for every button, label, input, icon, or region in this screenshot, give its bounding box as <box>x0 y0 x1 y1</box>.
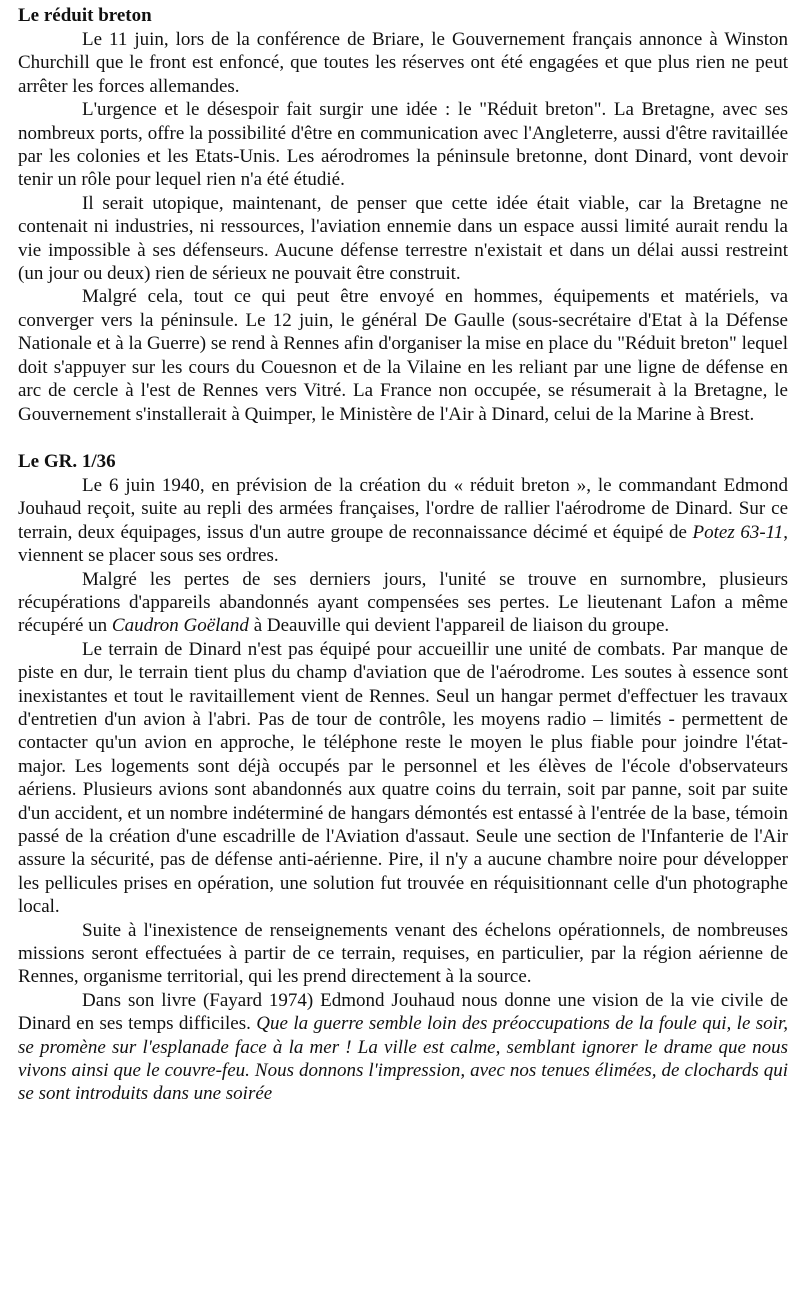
quotation: Que la guerre semble loin des préoccupations de la foule qui, le soir, se promène sur l'esplanade face à la mer ! La ville est calme, semblant ignorer le drame que nous vivons ainsi que le couvre-feu. Nous donnons l'impression, avec nos tenues élimées, de clochards qui se sont introduits dans une soirée <box>18 1013 788 1105</box>
aircraft-name: Potez 63-11 <box>692 521 784 543</box>
paragraph: Le 11 juin, lors de la conférence de Briare, le Gouvernement français annonce à Winston Churchill que le front est enfoncé, que toutes les réserves ont été engagées et que plus rien ne peut arrêter les forces allemandes. <box>18 29 788 97</box>
section-heading-reduit-breton: Le réduit breton <box>18 5 152 26</box>
paragraph: Il serait utopique, maintenant, de penser que cette idée était viable, car la Bretagne ne contenait ni industries, ni ressources, l'aviation ennemie dans un espace aussi limité aurait rendu la vie impossible à ses défenseurs. Aucune défense terrestre n'existait et dans un délai aussi restreint (un jour ou deux) rien de sérieux ne pouvait être construit. <box>18 192 788 285</box>
document-page <box>18 4 788 1106</box>
paragraph <box>18 989 788 1106</box>
text-run: Dans son livre (Fayard 1974) Edmond Jouhaud nous donne une vision de la vie civile de Dinard en ses temps difficiles. <box>18 989 788 1035</box>
paragraph <box>18 568 788 638</box>
text-run: Le 6 juin 1940, en prévision de la création du « réduit breton », le commandant Edmond Jouhaud reçoit, suite au repli des armées françaises, l'ordre de rallier l'aérodrome de Dinard. Sur ce terrain, deux équipages, issus d'un autre groupe de reconnaissance décimé et équipé de <box>18 474 788 543</box>
aircraft-name: Caudron Goëland <box>111 615 249 637</box>
paragraph: L'urgence et le désespoir fait surgir une idée : le "Réduit breton". La Bretagne, avec ses nombreux ports, offre la possibilité d'être en communication avec l'Angleterre, aussi d'être ravitaillée par les colonies et les Etats-Unis. Les aérodromes la péninsule bretonne, dont Dinard, vont devoir tenir un rôle pour lequel rien n'a été étudié. <box>18 99 788 191</box>
paragraph: Suite à l'inexistence de renseignements venant des échelons opérationnels, de nombreuses missions seront effectuées à partir de ce terrain, requises, en particulier, par la région aérienne de Rennes, organisme territorial, qui les prend directement à la source. <box>18 919 788 988</box>
text-run: Malgré les pertes de ses derniers jours, l'unité se trouve en surnombre, plusieurs récupérations d'appareils abandonnés ayant compensées ses pertes. Le lieutenant Lafon a même récupéré un <box>18 568 788 637</box>
section-heading-gr-1-36: Le GR. 1/36 <box>18 450 116 472</box>
text-run: à Deauville qui devient l'appareil de liaison du groupe. <box>248 615 670 637</box>
paragraph <box>18 474 788 568</box>
paragraph: Malgré cela, tout ce qui peut être envoyé en hommes, équipements et matériels, va converger vers la péninsule. Le 12 juin, le général De Gaulle (sous-secrétaire d'Etat à la Défense Nationale et à la Guerre) se rend à Rennes afin d'organiser la mise en place du "Réduit breton" lequel doit s'appuyer sur les cours du Couesnon et de la Vilaine en les reliant par une ligne de défense en arc de cercle à l'est de Rennes vers Vitré. La France non occupée, se résumerait à la Bretagne, le Gouvernement s'installerait à Quimper, le Ministère de l'Air à Dinard, celui de la Marine à Brest. <box>18 286 788 425</box>
text-run: , viennent se placer sous ses ordres. <box>18 521 788 567</box>
paragraph: Le terrain de Dinard n'est pas équipé pour accueillir une unité de combats. Par manque de piste en dur, le terrain tient plus du champ d'aviation que de l'aérodrome. Les soutes à essence sont inexistantes et tout le ravitaillement vient de Rennes. Seul un hangar permet d'effectuer les travaux d'entretien d'un avion à l'abri. Pas de tour de contrôle, les moyens radio – limités - permettent de contacter qu'un avion en approche, le téléphone reste le moyen le plus fiable pour joindre l'état-major. Les logements sont déjà occupés par le personnel et les élèves de l'école d'observateurs aériens. Plusieurs avions sont abandonnés aux quatre coins du terrain, soit par panne, soit par suite d'un accident, et un nombre indéterminé de hangars démontés est entassé à l'entrée de la base, témoin passé de la création d'une escadrille de l'Aviation d'assaut. Seule une section de l'Infanterie de l'Air assure la sécurité, pas de défense anti-aérienne. Pire, il n'y a aucune chambre noire pour développer les pellicules prises en opération, une solution fut trouvée en réquisitionnant celle d'un photographe local. <box>18 638 788 918</box>
